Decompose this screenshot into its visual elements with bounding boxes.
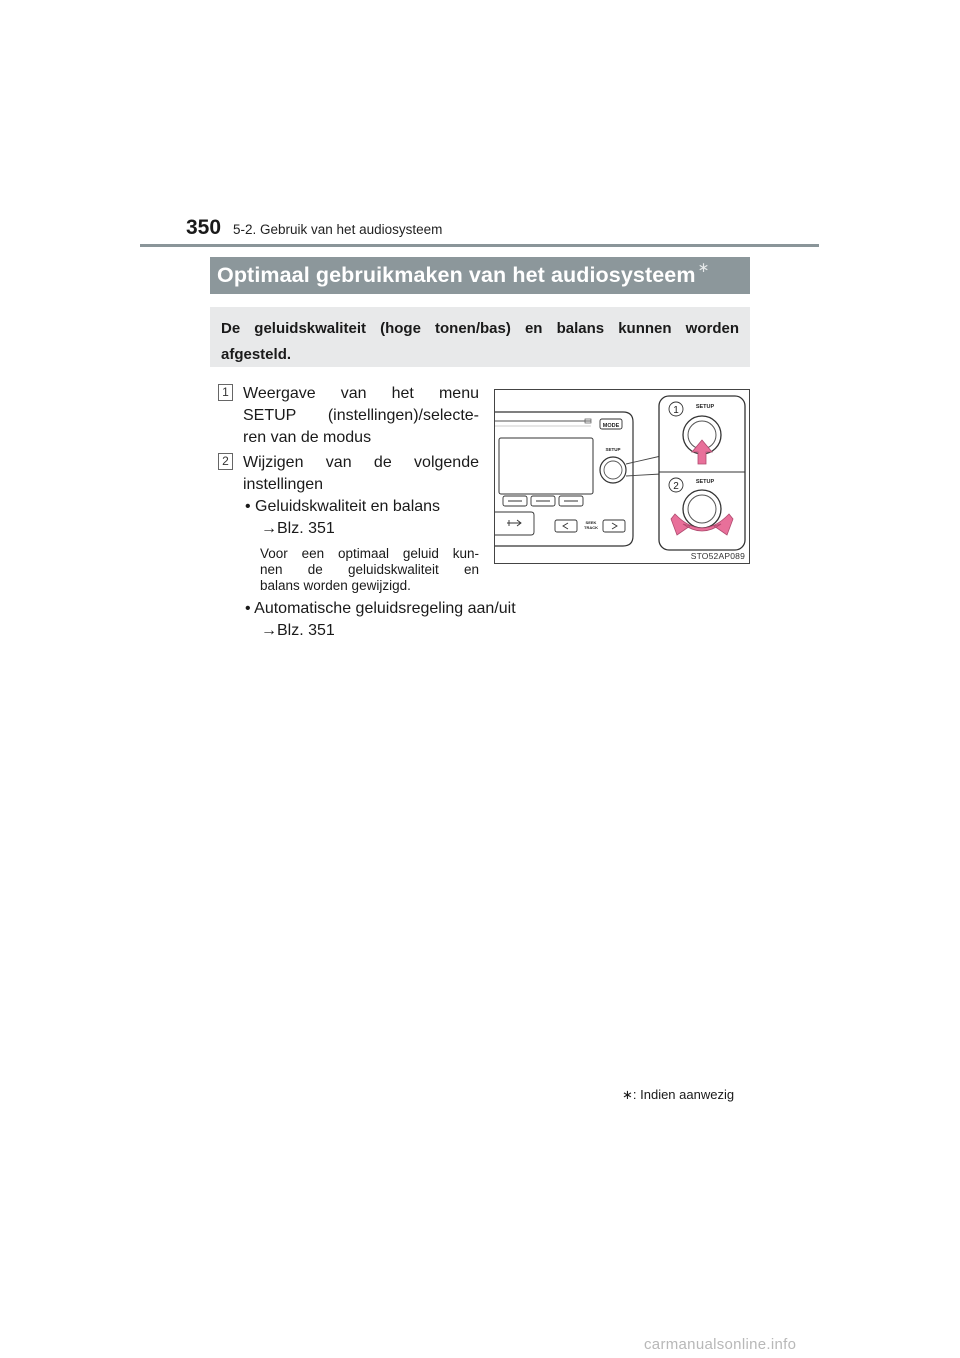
footnote: ∗: Indien aanwezig xyxy=(622,1087,735,1102)
mode-label: MODE xyxy=(602,423,620,429)
breadcrumb: 5-2. Gebruik van het audiosysteem xyxy=(233,222,443,237)
callout-2-label: 2 xyxy=(673,481,679,492)
step-2-line-2: instellingen xyxy=(243,476,324,493)
step-1-line-2: SETUP (instellingen)/selecte- xyxy=(243,407,479,424)
setup-label: SETUP xyxy=(695,479,715,485)
step-number-badge: 2 xyxy=(218,453,233,470)
page-number: 350 xyxy=(186,216,222,239)
page-reference: →Blz. 351 xyxy=(261,622,335,639)
header-divider xyxy=(140,244,819,247)
display-screen xyxy=(499,438,593,494)
callout-1-label: 1 xyxy=(673,405,679,416)
track-label: TRACK xyxy=(584,525,598,530)
section-title: Optimaal gebruikmaken van het audiosysteem xyxy=(217,263,696,287)
audio-unit-illustration xyxy=(494,389,750,564)
seek-label: SEEK xyxy=(585,520,597,525)
note-line: balans worden gewijzigd. xyxy=(260,578,411,593)
audio-panel-drawing xyxy=(495,390,749,563)
optional-marker: ∗ xyxy=(697,259,710,275)
watermark: carmanualsonline.info xyxy=(644,1336,797,1353)
intro-text: De geluidskwaliteit (hoge tonen/bas) en balans kunnen worden afgesteld. xyxy=(221,320,739,363)
figure-code: STO52AP089 xyxy=(690,551,745,561)
setup-knob-inner xyxy=(604,461,622,479)
usb-port xyxy=(495,512,534,535)
setup-label: SETUP xyxy=(695,404,715,410)
section-title-bar xyxy=(210,257,750,294)
page-reference: →Blz. 351 xyxy=(261,520,335,537)
step-number-badge: 1 xyxy=(218,384,233,401)
step-1-line-3: ren van de modus xyxy=(243,429,372,446)
step-2-line-1: Wijzigen van de volgende xyxy=(243,454,479,471)
seek-back-button xyxy=(555,520,577,532)
seek-forward-button xyxy=(603,520,625,532)
bullet-item: • Automatische geluidsregeling aan/uit xyxy=(245,600,516,617)
intro-box xyxy=(210,307,750,367)
note-line: nen de geluidskwaliteit en xyxy=(260,562,479,577)
setup-label: SETUP xyxy=(605,447,621,452)
note-line: Voor een optimaal geluid kun- xyxy=(260,546,479,561)
setup-knob-zoom-inner xyxy=(688,495,716,523)
bullet-item: • Geluidskwaliteit en balans xyxy=(245,498,441,515)
step-1-line-1: Weergave van het menu xyxy=(243,385,479,402)
